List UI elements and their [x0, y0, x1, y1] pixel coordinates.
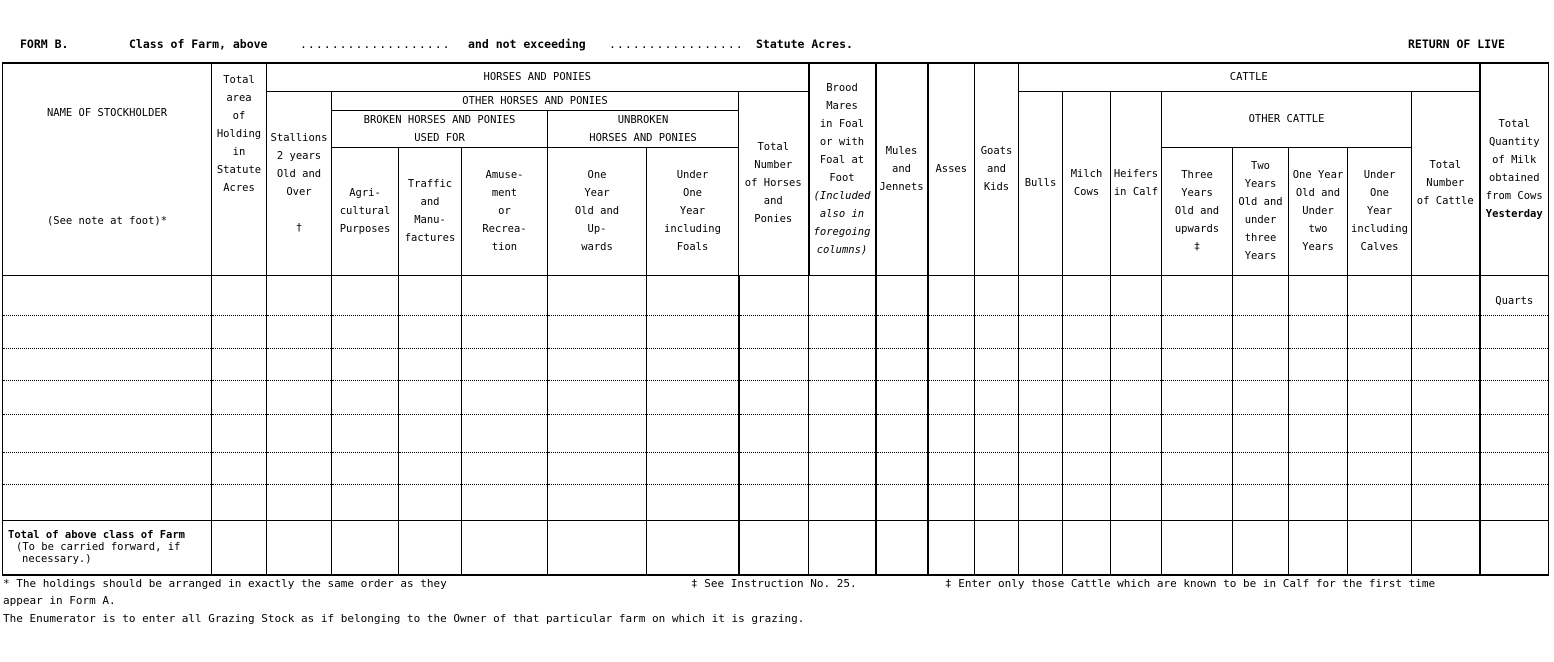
entry-cell[interactable] [876, 275, 928, 520]
dotted-entry-line [462, 452, 547, 453]
dotted-entry-line [1019, 452, 1062, 453]
dotted-entry-line [1233, 315, 1288, 316]
dotted-entry-line [399, 380, 461, 381]
dotted-entry-line [1233, 452, 1288, 453]
dotted-entry-line [877, 380, 927, 381]
dotted-entry-line [1019, 484, 1062, 485]
footnote-holdings-order: * The holdings should be arranged in exactly the same order as they [3, 577, 447, 590]
dotted-entry-line [975, 452, 1018, 453]
dotted-entry-line [809, 380, 875, 381]
entry-cell[interactable] [212, 275, 267, 520]
footnote-cattle-in-calf: ‡ Enter only those Cattle which are known to be in Calf for the first time [945, 577, 1436, 590]
dotted-entry-line [462, 414, 547, 415]
entry-cell[interactable] [975, 275, 1019, 520]
dotted-entry-line [877, 348, 927, 349]
dotted-entry-line [1289, 452, 1347, 453]
dotted-entry-line [647, 315, 738, 316]
goats-header: Goats and Kids [975, 63, 1019, 275]
dotted-entry-line [3, 414, 211, 415]
dotted-entry-line [332, 380, 398, 381]
dotted-entry-line [929, 484, 975, 485]
dotted-entry-line [1063, 348, 1110, 349]
dotted-entry-line [1111, 452, 1161, 453]
entry-cell[interactable] [1019, 275, 1063, 520]
dotted-entry-line [1481, 348, 1549, 349]
dotted-entry-line [975, 380, 1018, 381]
dotted-entry-line [1289, 414, 1347, 415]
dotted-entry-line [399, 348, 461, 349]
dotted-entry-line [1019, 414, 1062, 415]
other-horses-header: OTHER HORSES AND PONIES [332, 91, 739, 110]
dotted-entry-line [1111, 348, 1161, 349]
total-cell[interactable] [928, 520, 975, 575]
one-year-cattle-header: One Year Old and Under two Years [1289, 147, 1348, 275]
amusement-header: Amuse- ment or Recrea- tion [462, 147, 548, 275]
dotted-entry-line [1233, 380, 1288, 381]
dotted-entry-line [929, 315, 975, 316]
dotted-entry-line [740, 315, 809, 316]
total-cell[interactable] [1019, 520, 1063, 575]
dotted-entry-line [3, 484, 211, 485]
total-cell[interactable] [332, 520, 399, 575]
dotted-entry-line [3, 348, 211, 349]
dotted-entry-line [1412, 484, 1479, 485]
entry-cell[interactable] [462, 275, 548, 520]
dotted-entry-line [1412, 348, 1479, 349]
dotted-entry-line [399, 315, 461, 316]
entry-cell[interactable] [739, 275, 809, 520]
dotted-entry-line [809, 414, 875, 415]
dotted-entry-line [212, 380, 266, 381]
total-cell[interactable] [1162, 520, 1233, 575]
entry-cell[interactable] [1289, 275, 1348, 520]
other-cattle-header: OTHER CATTLE [1162, 91, 1412, 147]
dotted-entry-line [1162, 315, 1232, 316]
dotted-entry-line [548, 484, 646, 485]
dotted-entry-line [877, 315, 927, 316]
entry-cell[interactable] [1480, 275, 1549, 520]
dotted-entry-line [1412, 452, 1479, 453]
dotted-entry-line [1412, 414, 1479, 415]
bulls-header: Bulls [1019, 91, 1063, 275]
livestock-return-table [2, 62, 1549, 576]
dotted-entry-line [399, 414, 461, 415]
dotted-entry-line [1348, 348, 1411, 349]
dotted-entry-line [929, 452, 975, 453]
dotted-entry-line [332, 348, 398, 349]
class-of-farm-field[interactable]: ................... [300, 37, 451, 51]
total-cell[interactable] [1289, 520, 1348, 575]
dotted-entry-line [1019, 380, 1062, 381]
entry-cell[interactable] [1063, 275, 1111, 520]
total-row-label: Total of above class of Farm (To be carried forward, if necessary.) [3, 520, 212, 575]
asses-header: Asses [928, 63, 975, 275]
dotted-entry-line [809, 452, 875, 453]
under-one-year-header: Under One Year including Foals [647, 147, 739, 275]
dotted-entry-line [1348, 452, 1411, 453]
dotted-entry-line [647, 380, 738, 381]
dotted-entry-line [929, 380, 975, 381]
dotted-entry-line [1289, 380, 1347, 381]
three-years-header: Three Years Old and upwards ‡ [1162, 147, 1233, 275]
dotted-entry-line [1063, 484, 1110, 485]
dotted-entry-line [647, 414, 738, 415]
dotted-entry-line [1348, 380, 1411, 381]
dotted-entry-line [975, 484, 1018, 485]
total-cattle-header: Total Number of Cattle [1412, 91, 1480, 275]
dotted-entry-line [1481, 315, 1549, 316]
total-area-header: Total area of Holding in Statute Acres [212, 63, 267, 275]
one-year-upwards-header: One Year Old and Up- wards [548, 147, 647, 275]
entry-cell[interactable] [1412, 275, 1480, 520]
two-years-header: Two Years Old and under three Years [1233, 147, 1289, 275]
dotted-entry-line [1481, 414, 1549, 415]
heifers-header: Heifers in Calf [1111, 91, 1162, 275]
dotted-entry-line [462, 484, 547, 485]
agricultural-header: Agri- cultural Purposes [332, 147, 399, 275]
dotted-entry-line [1063, 414, 1110, 415]
dotted-entry-line [212, 414, 266, 415]
total-cell[interactable] [647, 520, 739, 575]
dotted-entry-line [877, 414, 927, 415]
dotted-entry-line [1162, 348, 1232, 349]
total-cell[interactable] [1412, 520, 1480, 575]
dotted-entry-line [462, 380, 547, 381]
dotted-entry-line [1481, 380, 1549, 381]
dotted-entry-line [212, 348, 266, 349]
mules-header: Mules and Jennets [876, 63, 928, 275]
entry-cell[interactable] [267, 275, 332, 520]
dotted-entry-line [332, 414, 398, 415]
dotted-entry-line [1481, 484, 1549, 485]
dotted-entry-line [647, 348, 738, 349]
horses-and-ponies-header: HORSES AND PONIES [267, 63, 809, 91]
dotted-entry-line [332, 484, 398, 485]
milk-header: Total Quantity of Milk obtained from Cows Yesterday [1480, 63, 1549, 275]
entry-cell[interactable] [548, 275, 647, 520]
entry-cell[interactable] [1162, 275, 1233, 520]
dotted-entry-line [462, 315, 547, 316]
under-one-cattle-header: Under One Year including Calves [1348, 147, 1412, 275]
quarts-unit-label: Quarts [1495, 294, 1534, 307]
traffic-header: Traffic and Manu- factures [399, 147, 462, 275]
cattle-header: CATTLE [1019, 63, 1480, 91]
entry-cell[interactable] [1348, 275, 1412, 520]
name-of-stockholder-header: NAME OF STOCKHOLDER (See note at foot)* [3, 63, 212, 275]
dotted-entry-line [3, 380, 211, 381]
total-cell[interactable] [1063, 520, 1111, 575]
total-cell[interactable] [1233, 520, 1289, 575]
dotted-entry-line [267, 452, 331, 453]
total-cell[interactable] [399, 520, 462, 575]
dotted-entry-line [267, 484, 331, 485]
entry-cell[interactable] [647, 275, 739, 520]
dotted-entry-line [267, 348, 331, 349]
dotted-entry-line [929, 414, 975, 415]
milch-cows-header: Milch Cows [1063, 91, 1111, 275]
dotted-entry-line [212, 484, 266, 485]
dotted-entry-line [3, 315, 211, 316]
dotted-entry-line [809, 348, 875, 349]
return-of-live-title: RETURN OF LIVE [1408, 37, 1505, 51]
dotted-entry-line [548, 348, 646, 349]
dotted-entry-line [1289, 315, 1347, 316]
dotted-entry-line [1348, 484, 1411, 485]
total-cell[interactable] [809, 520, 876, 575]
dotted-entry-line [1233, 414, 1288, 415]
dotted-entry-line [1019, 315, 1062, 316]
total-cell[interactable] [212, 520, 267, 575]
dotted-entry-line [399, 452, 461, 453]
dotted-entry-line [548, 452, 646, 453]
entry-cell[interactable] [399, 275, 462, 520]
total-cell[interactable] [739, 520, 809, 575]
dotted-entry-line [1111, 380, 1161, 381]
dotted-entry-line [212, 315, 266, 316]
dotted-entry-line [1111, 315, 1161, 316]
form-label: FORM B. [20, 37, 69, 51]
not-exceeding-field[interactable]: ................. [609, 37, 744, 51]
dotted-entry-line [975, 348, 1018, 349]
dotted-entry-line [399, 484, 461, 485]
dotted-entry-line [877, 452, 927, 453]
total-cell[interactable] [876, 520, 928, 575]
dotted-entry-line [1233, 484, 1288, 485]
dotted-entry-line [548, 315, 646, 316]
dotted-entry-line [1162, 380, 1232, 381]
dotted-entry-line [647, 452, 738, 453]
dotted-entry-line [877, 484, 927, 485]
entry-cell[interactable] [332, 275, 399, 520]
dotted-entry-line [740, 484, 809, 485]
dotted-entry-line [740, 380, 809, 381]
dotted-entry-line [809, 315, 875, 316]
dotted-entry-line [1063, 380, 1110, 381]
footnote-grazing-stock: The Enumerator is to enter all Grazing Stock as if belonging to the Owner of that particular farm on which it is grazing. [3, 612, 805, 625]
dotted-entry-line [1289, 348, 1347, 349]
dotted-entry-line [740, 348, 809, 349]
brood-mares-header: Brood Mares in Foal or with Foal at Foot (Included also in foregoing columns) [809, 63, 876, 275]
entry-cell[interactable] [928, 275, 975, 520]
total-cell[interactable] [267, 520, 332, 575]
dotted-entry-line [548, 380, 646, 381]
dotted-entry-line [548, 414, 646, 415]
stallions-header: Stallions 2 years Old and Over † [267, 91, 332, 275]
dotted-entry-line [1412, 380, 1479, 381]
dotted-entry-line [1162, 414, 1232, 415]
dotted-entry-line [1063, 315, 1110, 316]
dotted-entry-line [740, 414, 809, 415]
dotted-entry-line [1412, 315, 1479, 316]
dotted-entry-line [1348, 414, 1411, 415]
total-cell[interactable] [1348, 520, 1412, 575]
dotted-entry-line [647, 484, 738, 485]
statute-acres-label: Statute Acres. [756, 37, 853, 51]
dotted-entry-line [332, 315, 398, 316]
entry-cell[interactable] [1111, 275, 1162, 520]
dotted-entry-line [267, 315, 331, 316]
dotted-entry-line [975, 414, 1018, 415]
dotted-entry-line [267, 414, 331, 415]
entry-cell[interactable] [809, 275, 876, 520]
entry-cell[interactable] [1233, 275, 1289, 520]
dotted-entry-line [1348, 315, 1411, 316]
dotted-entry-line [1481, 452, 1549, 453]
dotted-entry-line [332, 452, 398, 453]
footnote-holdings-order-cont: appear in Form A. [3, 594, 116, 607]
dotted-entry-line [267, 380, 331, 381]
entry-cell[interactable] [3, 275, 212, 520]
dotted-entry-line [1111, 484, 1161, 485]
dotted-entry-line [1019, 348, 1062, 349]
total-cell[interactable] [462, 520, 548, 575]
total-cell[interactable] [975, 520, 1019, 575]
dotted-entry-line [1289, 484, 1347, 485]
broken-horses-header: BROKEN HORSES AND PONIES USED FOR [332, 110, 548, 147]
dotted-entry-line [1063, 452, 1110, 453]
dotted-entry-line [3, 452, 211, 453]
dotted-entry-line [212, 452, 266, 453]
dotted-entry-line [929, 348, 975, 349]
unbroken-horses-header: UNBROKEN HORSES AND PONIES [548, 110, 739, 147]
dotted-entry-line [1111, 414, 1161, 415]
dotted-entry-line [975, 315, 1018, 316]
not-exceeding-label: and not exceeding [468, 37, 586, 51]
dotted-entry-line [462, 348, 547, 349]
total-cell[interactable] [1480, 520, 1549, 575]
dotted-entry-line [1233, 348, 1288, 349]
dotted-entry-line [1162, 452, 1232, 453]
class-of-farm-label: Class of Farm, above [129, 37, 268, 51]
footnote-instruction-25: ‡ See Instruction No. 25. [691, 577, 857, 590]
dotted-entry-line [1162, 484, 1232, 485]
total-horses-header: Total Number of Horses and Ponies [739, 91, 809, 275]
total-cell[interactable] [1111, 520, 1162, 575]
dotted-entry-line [809, 484, 875, 485]
total-cell[interactable] [548, 520, 647, 575]
dotted-entry-line [740, 452, 809, 453]
